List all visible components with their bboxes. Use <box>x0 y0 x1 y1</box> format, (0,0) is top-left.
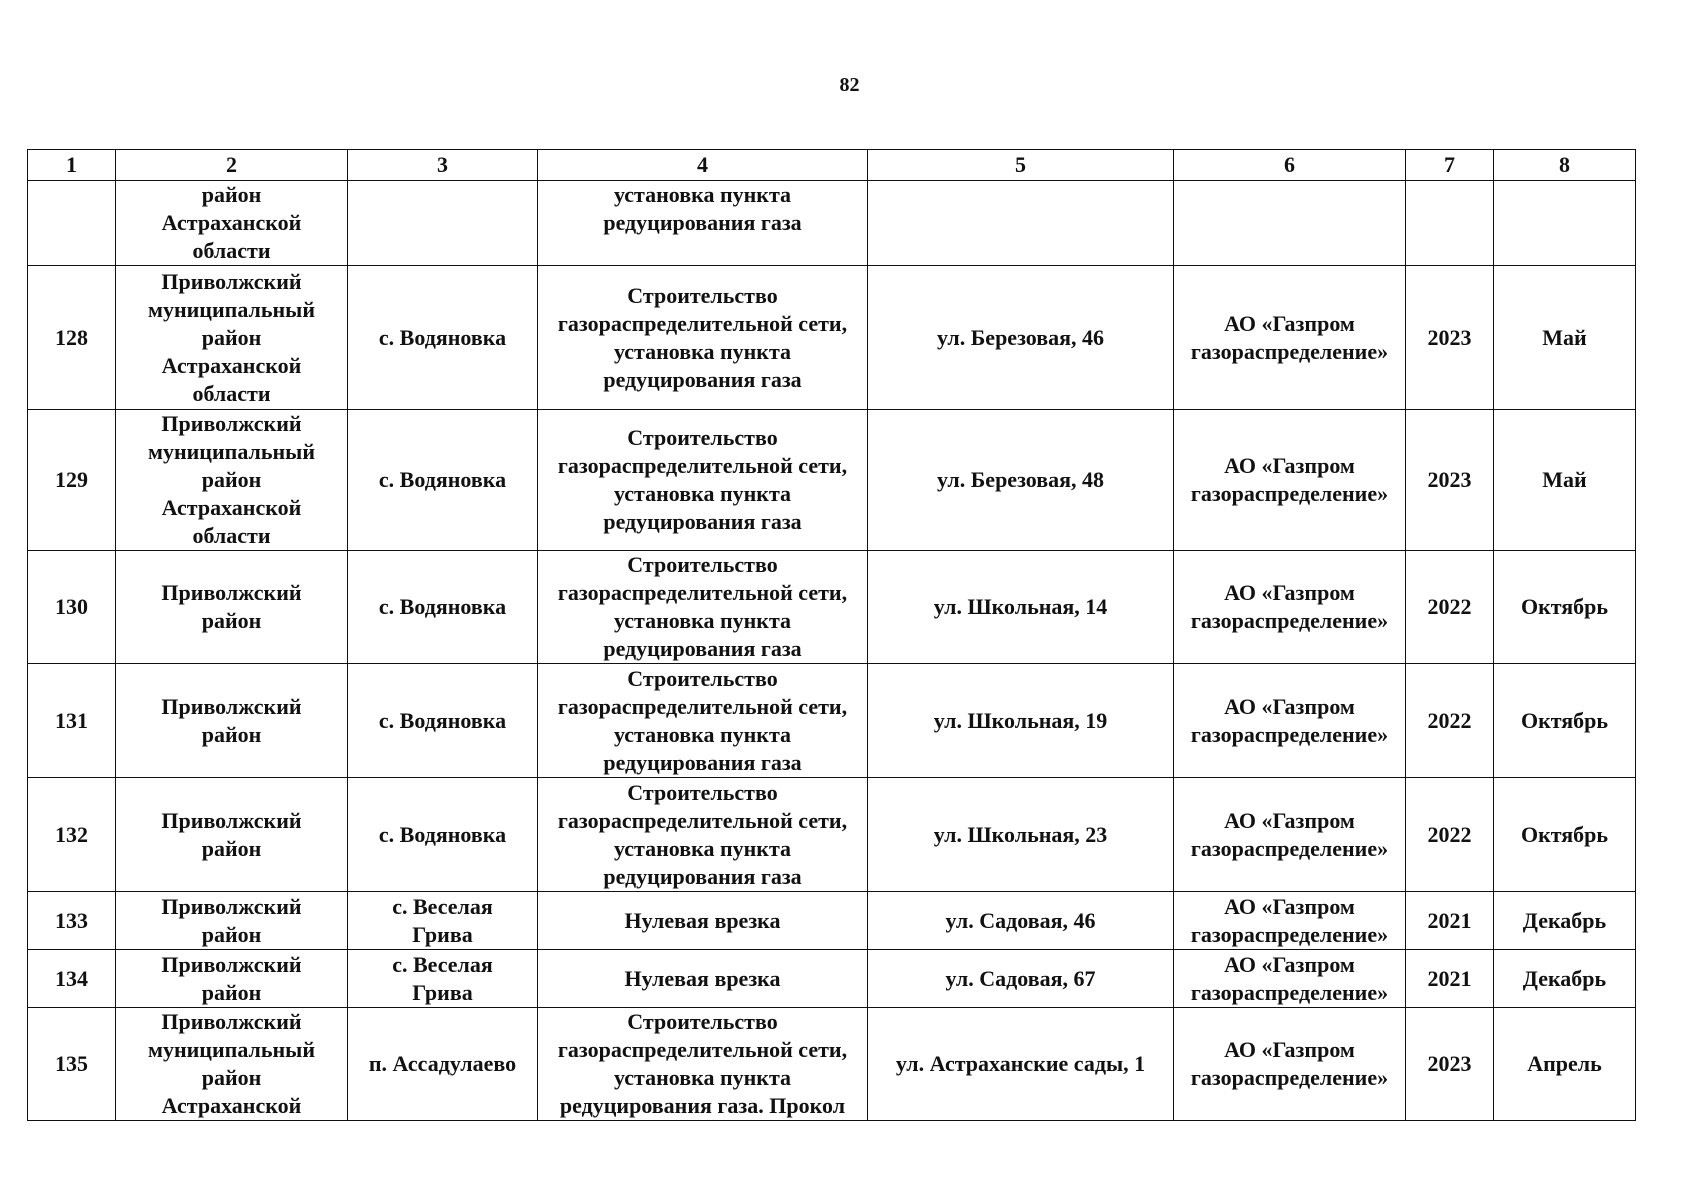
cell-line: Приволжский <box>161 807 302 833</box>
cell-line: ул. Березовая, 46 <box>936 324 1105 350</box>
cell-line: газораспределение» <box>1190 608 1389 633</box>
column-header-3: 3 <box>348 150 538 181</box>
cell-line: АО «Газпром <box>1224 693 1355 719</box>
row-number-cell: 135 <box>28 1008 116 1121</box>
row-number-cell: 133 <box>28 892 116 950</box>
cell-line: ул. Школьная, 23 <box>933 821 1108 847</box>
cell-line: АО «Газпром <box>1224 310 1355 336</box>
organization-cell <box>1174 778 1406 892</box>
work-type-cell <box>538 778 868 892</box>
settlement-cell <box>348 1008 538 1121</box>
year-cell: 2022 <box>1406 551 1494 664</box>
month-cell: Май <box>1494 410 1636 551</box>
work-type-cell <box>538 950 868 1008</box>
cell-line: газораспределительной сети, <box>557 453 848 478</box>
cell-line: район <box>201 835 262 861</box>
cell-line: газораспределительной сети, <box>557 580 848 605</box>
cell-line: Астраханской <box>161 352 302 378</box>
cell-line: с. Водяновка <box>378 821 507 847</box>
address-cell <box>868 664 1174 778</box>
cell-line: области <box>192 523 271 548</box>
organization-cell <box>1174 551 1406 664</box>
work-type-cell <box>538 181 868 266</box>
cell-line: газораспределительной сети, <box>557 693 848 719</box>
cell-line: установка пункта <box>613 608 792 633</box>
cell-line: газораспределение» <box>1190 481 1389 506</box>
header-row <box>28 150 1636 181</box>
cell-line: район <box>201 979 262 1005</box>
work-type-cell <box>538 892 868 950</box>
settlement-cell <box>348 551 538 664</box>
cell-line: Строительство <box>627 1009 778 1034</box>
cell-line: Строительство <box>627 779 778 805</box>
organization-cell <box>1174 181 1406 266</box>
address-cell <box>868 892 1174 950</box>
address-cell <box>868 410 1174 551</box>
cell-line: области <box>192 238 271 263</box>
cell-line: газораспределение» <box>1190 338 1389 364</box>
year-cell: 2023 <box>1406 1008 1494 1121</box>
cell-line: муниципальный <box>147 1037 316 1062</box>
year-cell: 2022 <box>1406 664 1494 778</box>
cell-line: район <box>201 721 262 747</box>
column-header-5: 5 <box>868 150 1174 181</box>
cell-line: Нулевая врезка <box>624 965 781 991</box>
cell-line: Астраханской <box>161 210 302 235</box>
column-header-6: 6 <box>1174 150 1406 181</box>
cell-line: установка пункта <box>613 721 792 747</box>
organization-cell <box>1174 892 1406 950</box>
cell-line: газораспределительной сети, <box>557 1037 848 1062</box>
cell-line: район <box>201 921 262 947</box>
column-header-7: 7 <box>1406 150 1494 181</box>
organization-cell <box>1174 950 1406 1008</box>
table-row <box>28 664 1636 778</box>
cell-line: АО «Газпром <box>1224 1037 1355 1062</box>
row-number-cell <box>28 181 116 266</box>
work-type-cell <box>538 551 868 664</box>
address-cell <box>868 1008 1174 1121</box>
cell-line: редуцирования газа <box>603 366 802 392</box>
district-cell <box>116 664 348 778</box>
cell-line: с. Веселая <box>392 951 493 977</box>
table-row <box>28 266 1636 410</box>
cell-line: ул. Астраханские сады, 1 <box>895 1051 1146 1076</box>
cell-line: Приволжский <box>161 580 302 605</box>
cell-line: с. Водяновка <box>378 324 507 350</box>
organization-cell <box>1174 1008 1406 1121</box>
settlement-cell <box>348 181 538 266</box>
district-cell <box>116 410 348 551</box>
cell-line: п. Ассадулаево <box>368 1051 517 1076</box>
cell-line: Строительство <box>627 425 778 450</box>
cell-line: ул. Школьная, 19 <box>933 707 1108 733</box>
work-type-cell <box>538 1008 868 1121</box>
cell-line: Приволжский <box>161 1009 302 1034</box>
cell-line: установка пункта <box>613 1065 792 1090</box>
address-cell <box>868 266 1174 410</box>
district-cell <box>116 551 348 664</box>
cell-line: Приволжский <box>161 951 302 977</box>
cell-line: с. Веселая <box>392 893 493 919</box>
cell-line: АО «Газпром <box>1224 580 1355 605</box>
cell-line: газораспределительной сети, <box>557 310 848 336</box>
row-number-cell: 129 <box>28 410 116 551</box>
year-cell: 2022 <box>1406 778 1494 892</box>
cell-line: Приволжский <box>161 411 302 436</box>
cell-line: редуцирования газа <box>603 863 802 889</box>
cell-line: Астраханской <box>161 1093 302 1118</box>
cell-line: редуцирования газа <box>603 636 802 661</box>
month-cell: Октябрь <box>1494 778 1636 892</box>
table-row <box>28 551 1636 664</box>
cell-line: газораспределение» <box>1190 921 1389 947</box>
cell-line: район <box>201 1065 262 1090</box>
cell-line: Строительство <box>627 282 778 308</box>
cell-line: установка пункта <box>613 481 792 506</box>
work-type-cell <box>538 266 868 410</box>
cell-line: с. Водяновка <box>378 467 507 492</box>
organization-cell <box>1174 266 1406 410</box>
year-cell: 2021 <box>1406 892 1494 950</box>
cell-line: Нулевая врезка <box>624 907 781 933</box>
month-cell: Октябрь <box>1494 664 1636 778</box>
table-row <box>28 892 1636 950</box>
cell-line: установка пункта <box>613 835 792 861</box>
month-cell: Декабрь <box>1494 892 1636 950</box>
cell-line: АО «Газпром <box>1224 453 1355 478</box>
month-cell: Май <box>1494 266 1636 410</box>
month-cell: Апрель <box>1494 1008 1636 1121</box>
district-cell <box>116 892 348 950</box>
organization-cell <box>1174 664 1406 778</box>
cell-line: Строительство <box>627 552 778 577</box>
cell-line: муниципальный <box>147 296 316 322</box>
work-type-cell <box>538 410 868 551</box>
year-cell: 2023 <box>1406 410 1494 551</box>
cell-line: с. Водяновка <box>378 594 507 619</box>
cell-line: АО «Газпром <box>1224 893 1355 919</box>
cell-line: ул. Садовая, 67 <box>945 965 1096 991</box>
table-row <box>28 410 1636 551</box>
cell-line: редуцирования газа. Прокол <box>559 1093 846 1118</box>
column-header-8: 8 <box>1494 150 1636 181</box>
cell-line: с. Водяновка <box>378 707 507 733</box>
cell-line: АО «Газпром <box>1224 807 1355 833</box>
continuation-row <box>28 181 1636 266</box>
settlement-cell <box>348 778 538 892</box>
cell-line: район <box>201 608 262 633</box>
row-number-cell: 132 <box>28 778 116 892</box>
cell-line: газораспределительной сети, <box>557 807 848 833</box>
month-cell: Октябрь <box>1494 551 1636 664</box>
cell-line: Астраханской <box>161 495 302 520</box>
row-number-cell: 131 <box>28 664 116 778</box>
table-row <box>28 778 1636 892</box>
cell-line: Приволжский <box>161 268 302 294</box>
address-cell <box>868 181 1174 266</box>
cell-line: район <box>201 182 262 207</box>
cell-line: установка пункта <box>613 338 792 364</box>
cell-line: газораспределение» <box>1190 1065 1389 1090</box>
table-row <box>28 950 1636 1008</box>
cell-line: АО «Газпром <box>1224 951 1355 977</box>
settlement-cell <box>348 664 538 778</box>
address-cell <box>868 950 1174 1008</box>
cell-line: район <box>201 467 262 492</box>
year-cell <box>1406 181 1494 266</box>
district-cell <box>116 1008 348 1121</box>
table-row <box>28 1008 1636 1121</box>
address-cell <box>868 778 1174 892</box>
gasification-schedule-table <box>27 149 1636 1121</box>
cell-line: муниципальный <box>147 439 316 464</box>
district-cell <box>116 181 348 266</box>
cell-line: газораспределение» <box>1190 835 1389 861</box>
cell-line: ул. Садовая, 46 <box>945 907 1096 933</box>
cell-line: области <box>192 380 271 406</box>
month-cell: Декабрь <box>1494 950 1636 1008</box>
page-number: 82 <box>839 74 860 96</box>
cell-line: редуцирования газа <box>603 210 802 235</box>
year-cell: 2023 <box>1406 266 1494 410</box>
cell-line: Приволжский <box>161 693 302 719</box>
cell-line: установка пункта <box>613 182 792 207</box>
cell-line: Строительство <box>627 665 778 691</box>
cell-line: Приволжский <box>161 893 302 919</box>
district-cell <box>116 266 348 410</box>
work-type-cell <box>538 664 868 778</box>
cell-line: редуцирования газа <box>603 509 802 534</box>
table-body <box>28 150 1636 1121</box>
cell-line: Грива <box>412 921 473 947</box>
cell-line: газораспределение» <box>1190 979 1389 1005</box>
address-cell <box>868 551 1174 664</box>
settlement-cell <box>348 950 538 1008</box>
settlement-cell <box>348 410 538 551</box>
settlement-cell <box>348 266 538 410</box>
cell-line: редуцирования газа <box>603 749 802 775</box>
settlement-cell <box>348 892 538 950</box>
month-cell <box>1494 181 1636 266</box>
cell-line: ул. Березовая, 48 <box>936 467 1105 492</box>
row-number-cell: 134 <box>28 950 116 1008</box>
cell-line: район <box>201 324 262 350</box>
column-header-2: 2 <box>116 150 348 181</box>
district-cell <box>116 778 348 892</box>
row-number-cell: 128 <box>28 266 116 410</box>
organization-cell <box>1174 410 1406 551</box>
cell-line: газораспределение» <box>1190 721 1389 747</box>
district-cell <box>116 950 348 1008</box>
year-cell: 2021 <box>1406 950 1494 1008</box>
cell-line: Грива <box>412 979 473 1005</box>
column-header-1: 1 <box>28 150 116 181</box>
row-number-cell: 130 <box>28 551 116 664</box>
column-header-4: 4 <box>538 150 868 181</box>
cell-line: ул. Школьная, 14 <box>933 594 1108 619</box>
